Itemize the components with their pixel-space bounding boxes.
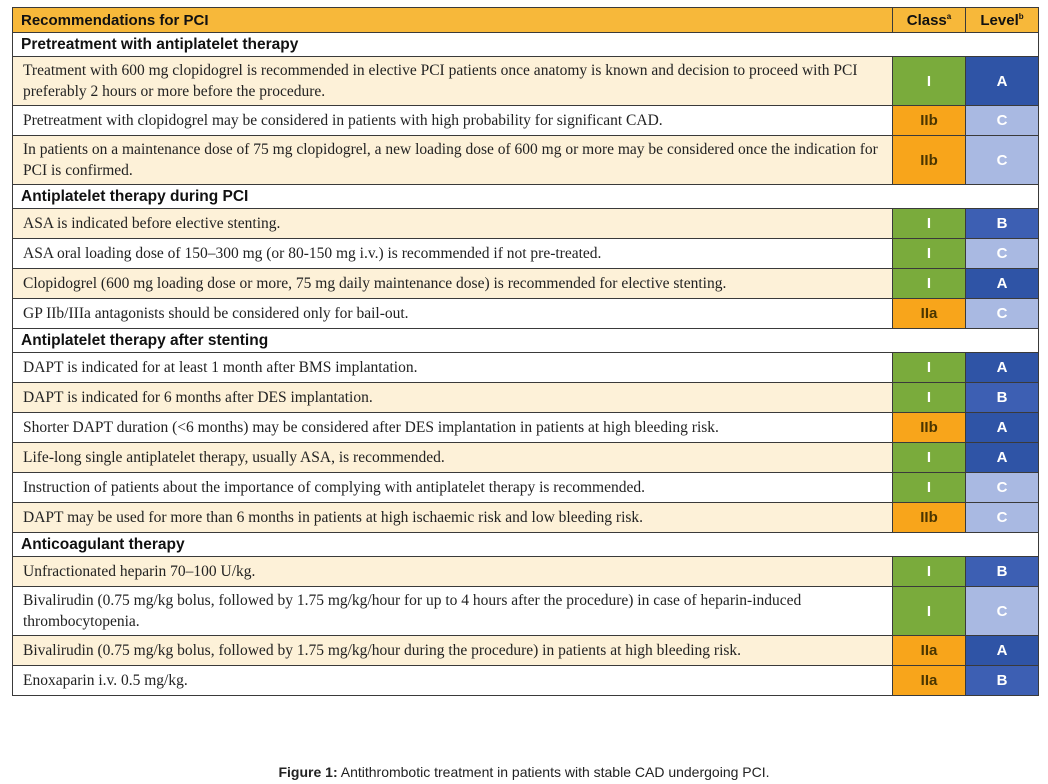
class-badge: I (893, 239, 966, 269)
level-badge: A (966, 353, 1039, 383)
level-badge: A (966, 413, 1039, 443)
section-header-row (13, 185, 1039, 209)
class-badge: IIa (893, 299, 966, 329)
class-badge: IIb (893, 106, 966, 136)
recommendation-text: Unfractionated heparin 70–100 U/kg. (13, 557, 893, 587)
table-title: Recommendations for PCI (13, 8, 893, 33)
recommendation-row (13, 383, 1039, 413)
recommendation-row (13, 473, 1039, 503)
class-badge: IIb (893, 136, 966, 185)
table-body (13, 8, 1039, 696)
class-badge: IIa (893, 636, 966, 666)
level-badge: C (966, 503, 1039, 533)
recommendation-text: Shorter DAPT duration (<6 months) may be considered after DES implantation in patients at high bleeding risk. (13, 413, 893, 443)
recommendation-row (13, 503, 1039, 533)
recommendation-row (13, 636, 1039, 666)
recommendation-text: Bivalirudin (0.75 mg/kg bolus, followed by 1.75 mg/kg/hour during the procedure) in patients at high bleeding risk. (13, 636, 893, 666)
level-badge: C (966, 106, 1039, 136)
recommendation-row (13, 106, 1039, 136)
level-badge: B (966, 209, 1039, 239)
recommendations-table (12, 7, 1039, 696)
level-header-footnote: b (1018, 11, 1024, 21)
class-badge: I (893, 353, 966, 383)
class-badge: I (893, 587, 966, 636)
level-badge: A (966, 636, 1039, 666)
class-badge: I (893, 443, 966, 473)
recommendation-row (13, 666, 1039, 696)
recommendation-text: GP IIb/IIIa antagonists should be considered only for bail-out. (13, 299, 893, 329)
recommendation-text: DAPT is indicated for at least 1 month after BMS implantation. (13, 353, 893, 383)
recommendation-row (13, 299, 1039, 329)
recommendation-text: In patients on a maintenance dose of 75 mg clopidogrel, a new loading dose of 600 mg or more may be considered once the indication for PCI is confirmed. (13, 136, 893, 185)
class-badge: I (893, 57, 966, 106)
class-badge: IIb (893, 413, 966, 443)
recommendation-text: ASA oral loading dose of 150–300 mg (or 80-150 mg i.v.) is recommended if not pre-treated. (13, 239, 893, 269)
level-badge: A (966, 57, 1039, 106)
level-badge: C (966, 587, 1039, 636)
class-column-header (893, 8, 966, 33)
class-badge: I (893, 383, 966, 413)
level-badge: C (966, 239, 1039, 269)
recommendation-text: DAPT may be used for more than 6 months in patients at high ischaemic risk and low bleeding risk. (13, 503, 893, 533)
recommendation-text: DAPT is indicated for 6 months after DES implantation. (13, 383, 893, 413)
section-header-row (13, 329, 1039, 353)
section-header-row (13, 533, 1039, 557)
level-badge: C (966, 136, 1039, 185)
recommendation-row (13, 269, 1039, 299)
recommendation-row (13, 557, 1039, 587)
recommendation-row (13, 136, 1039, 185)
class-badge: I (893, 473, 966, 503)
level-badge: B (966, 383, 1039, 413)
class-badge: I (893, 557, 966, 587)
level-badge: B (966, 557, 1039, 587)
recommendation-row (13, 209, 1039, 239)
recommendation-text: Bivalirudin (0.75 mg/kg bolus, followed by 1.75 mg/kg/hour for up to 4 hours after the procedure) in case of heparin-induced thrombocytopenia. (13, 587, 893, 636)
class-badge: IIb (893, 503, 966, 533)
recommendation-text: Life-long single antiplatelet therapy, usually ASA, is recommended. (13, 443, 893, 473)
level-badge: C (966, 473, 1039, 503)
class-badge: I (893, 269, 966, 299)
level-column-header (966, 8, 1039, 33)
recommendation-row (13, 413, 1039, 443)
class-badge: I (893, 209, 966, 239)
level-badge: C (966, 299, 1039, 329)
recommendation-row (13, 239, 1039, 269)
recommendations-figure (12, 7, 1038, 696)
class-header-label: Class (906, 11, 947, 29)
class-header-footnote: a (946, 11, 952, 21)
class-badge: IIa (893, 666, 966, 696)
recommendation-row (13, 587, 1039, 636)
section-title: Antiplatelet therapy during PCI (13, 185, 1039, 209)
recommendation-text: Pretreatment with clopidogrel may be considered in patients with high probability for significant CAD. (13, 106, 893, 136)
table-header-row (13, 8, 1039, 33)
section-header-row (13, 33, 1039, 57)
recommendation-text: Enoxaparin i.v. 0.5 mg/kg. (13, 666, 893, 696)
recommendation-row (13, 57, 1039, 106)
recommendation-text: ASA is indicated before elective stenting. (13, 209, 893, 239)
level-badge: B (966, 666, 1039, 696)
recommendation-text: Clopidogrel (600 mg loading dose or more, 75 mg daily maintenance dose) is recommended for elective stenting. (13, 269, 893, 299)
recommendation-text: Instruction of patients about the importance of complying with antiplatelet therapy is recommended. (13, 473, 893, 503)
figure-caption (0, 764, 1048, 780)
caption-label: Figure 1: (278, 764, 338, 780)
caption-text: Antithrombotic treatment in patients with stable CAD undergoing PCI. (340, 764, 770, 780)
level-header-label: Level (980, 11, 1019, 29)
recommendation-row (13, 353, 1039, 383)
section-title: Anticoagulant therapy (13, 533, 1039, 557)
recommendation-row (13, 443, 1039, 473)
section-title: Antiplatelet therapy after stenting (13, 329, 1039, 353)
level-badge: A (966, 443, 1039, 473)
recommendation-text: Treatment with 600 mg clopidogrel is recommended in elective PCI patients once anatomy is known and decision to proceed with PCI preferably 2 hours or more before the procedure. (13, 57, 893, 106)
section-title: Pretreatment with antiplatelet therapy (13, 33, 1039, 57)
level-badge: A (966, 269, 1039, 299)
